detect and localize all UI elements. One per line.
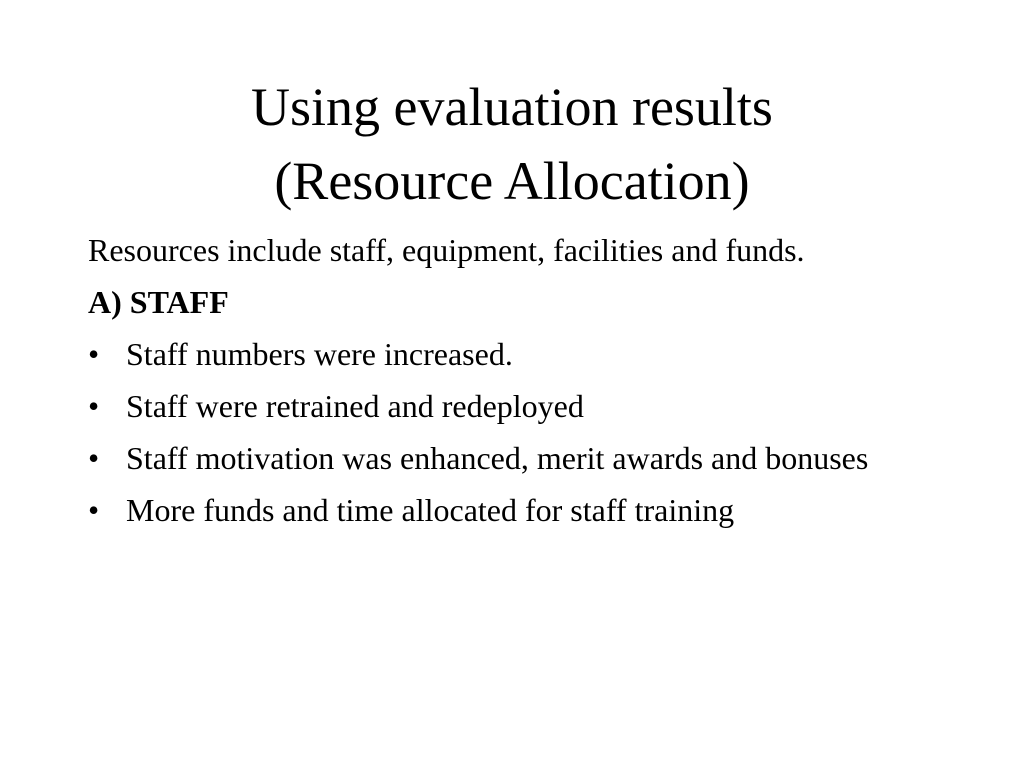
section-heading: A) STAFF (88, 284, 229, 320)
title-line-1: Using evaluation results (251, 77, 773, 137)
title-line-2: (Resource Allocation) (274, 151, 750, 211)
bullet-glyph: • (88, 492, 100, 528)
bullet-text: Staff motivation was enhanced, merit awards and bonuses (126, 440, 869, 476)
slide-title (0, 70, 1024, 218)
bullet-text: Staff were retrained and redeployed (126, 388, 584, 424)
bullet-glyph: • (88, 388, 100, 424)
bullet-item (88, 384, 948, 428)
bullet-item (88, 332, 948, 376)
intro-paragraph: Resources include staff, equipment, facilities and funds. (88, 232, 805, 268)
bullet-glyph: • (88, 336, 100, 372)
bullet-item (88, 488, 948, 532)
slide-body (88, 228, 948, 540)
bullet-glyph: • (88, 440, 100, 476)
bullet-text: More funds and time allocated for staff training (126, 492, 735, 528)
bullet-text: Staff numbers were increased. (126, 336, 513, 372)
bullet-item (88, 436, 948, 480)
